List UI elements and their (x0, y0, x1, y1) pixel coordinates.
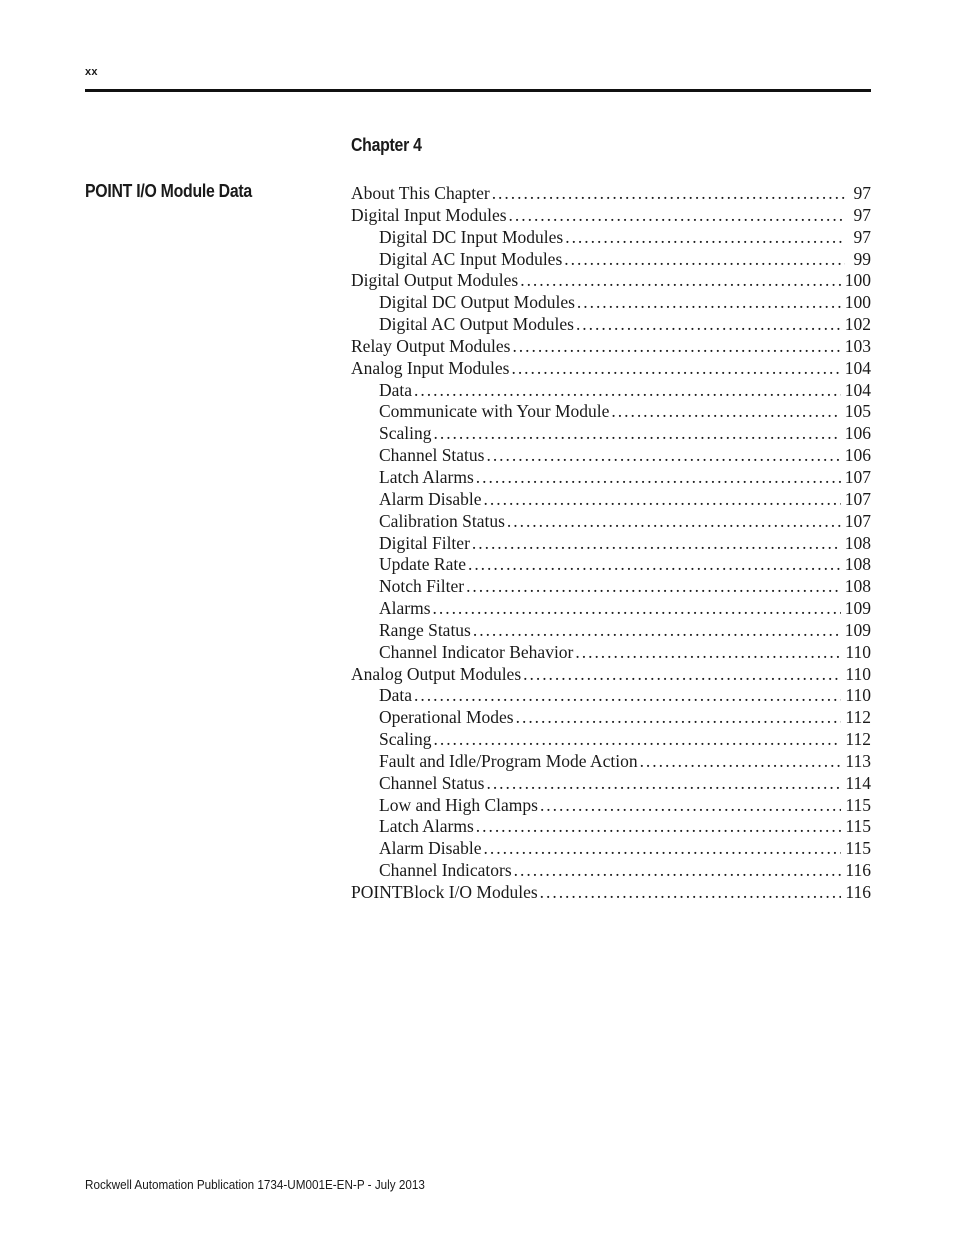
table-of-contents (351, 183, 871, 904)
toc-entry-page: 109 (844, 619, 871, 640)
toc-dot-leader (564, 249, 845, 271)
toc-entry-page: 97 (853, 183, 871, 203)
toc-entry-title: Digital AC Input Modules (379, 248, 563, 269)
toc-entry-title: Channel Status (379, 772, 485, 793)
toc-entry[interactable] (351, 707, 871, 729)
toc-entry-title: Latch Alarms (379, 816, 474, 837)
toc-entry-page: 110 (845, 685, 871, 706)
toc-entry-title: Data (379, 379, 413, 400)
toc-entry-title: Low and High Clamps (379, 794, 538, 815)
toc-entry-title: About This Chapter (351, 183, 490, 203)
toc-dot-leader (414, 380, 841, 402)
toc-dot-leader (514, 860, 842, 882)
toc-dot-leader (520, 270, 841, 292)
toc-entry[interactable] (351, 205, 871, 227)
toc-entry[interactable] (351, 664, 871, 686)
toc-entry-page: 107 (844, 488, 871, 509)
toc-dot-leader (512, 336, 840, 358)
toc-entry-title: Digital DC Input Modules (379, 226, 564, 247)
toc-entry[interactable] (351, 816, 871, 838)
toc-entry-title: Digital AC Output Modules (379, 314, 574, 335)
toc-dot-leader (484, 838, 842, 860)
toc-dot-leader (576, 314, 841, 336)
toc-entry-title: Data (379, 685, 413, 706)
toc-entry-page: 108 (844, 576, 871, 597)
toc-entry[interactable] (351, 445, 871, 467)
toc-entry-title: Calibration Status (379, 510, 505, 531)
toc-dot-leader (434, 423, 841, 445)
toc-entry-title: Channel Indicators (379, 860, 512, 881)
toc-entry-page: 115 (845, 816, 871, 837)
toc-entry-page: 110 (845, 641, 871, 662)
toc-dot-leader (640, 751, 842, 773)
toc-entry[interactable] (351, 576, 871, 598)
toc-entry-title: Latch Alarms (379, 466, 474, 487)
toc-entry-title: Range Status (379, 619, 471, 640)
toc-entry-title: Scaling (379, 423, 432, 444)
toc-entry-page: 108 (844, 532, 871, 553)
toc-entry[interactable] (351, 314, 871, 336)
toc-entry-title: Channel Status (379, 445, 485, 466)
toc-entry-page: 112 (845, 707, 871, 728)
toc-entry[interactable] (351, 270, 871, 292)
toc-entry-page: 104 (844, 357, 871, 378)
toc-entry-page: 110 (845, 663, 871, 684)
toc-entry[interactable] (351, 401, 871, 423)
toc-entry[interactable] (351, 838, 871, 860)
footer-publication: Rockwell Automation Publication 1734-UM001E-EN-P - July 2013 (85, 1177, 425, 1192)
toc-entry[interactable] (351, 882, 871, 904)
toc-entry[interactable] (351, 685, 871, 707)
section-title: POINT I/O Module Data (85, 181, 252, 201)
toc-entry-page: 116 (845, 860, 871, 881)
toc-entry-page: 109 (844, 598, 871, 619)
toc-entry-title: Fault and Idle/Program Mode Action (379, 750, 638, 771)
toc-entry-page: 108 (844, 554, 871, 575)
toc-dot-leader (476, 467, 841, 489)
toc-entry[interactable] (351, 358, 871, 380)
toc-entry[interactable] (351, 292, 871, 314)
toc-entry-page: 100 (844, 292, 871, 313)
toc-entry-page: 97 (853, 226, 871, 247)
toc-entry[interactable] (351, 533, 871, 555)
toc-entry-page: 99 (853, 248, 871, 269)
toc-dot-leader (577, 292, 841, 314)
toc-entry[interactable] (351, 554, 871, 576)
toc-dot-leader (492, 183, 845, 205)
toc-entry-title: Update Rate (379, 554, 466, 575)
toc-entry-page: 105 (844, 401, 871, 422)
toc-entry-page: 114 (845, 772, 871, 793)
toc-entry-page: 103 (844, 335, 871, 356)
toc-dot-leader (414, 685, 841, 707)
toc-entry-title: Scaling (379, 729, 432, 750)
toc-entry[interactable] (351, 598, 871, 620)
toc-entry-page: 113 (845, 750, 871, 771)
toc-entry-title: Digital Output Modules (351, 270, 519, 291)
toc-entry-title: POINTBlock I/O Modules (351, 882, 538, 902)
toc-entry-title: Digital DC Output Modules (379, 292, 575, 313)
toc-entry-title: Alarms (379, 598, 431, 619)
toc-dot-leader (486, 773, 841, 795)
toc-dot-leader (486, 445, 840, 467)
toc-entry-title: Notch Filter (379, 576, 465, 597)
toc-entry[interactable] (351, 860, 871, 882)
toc-entry[interactable] (351, 620, 871, 642)
toc-entry-title: Analog Input Modules (351, 357, 510, 378)
toc-entry[interactable] (351, 511, 871, 533)
toc-dot-leader (466, 576, 841, 598)
toc-entry[interactable] (351, 336, 871, 358)
toc-dot-leader (468, 554, 841, 576)
toc-entry[interactable] (351, 380, 871, 402)
page-number: xx (85, 66, 98, 78)
toc-dot-leader (484, 489, 841, 511)
toc-entry-title: Relay Output Modules (351, 335, 511, 356)
toc-entry-title: Digital Filter (379, 532, 470, 553)
toc-dot-leader (611, 401, 840, 423)
toc-entry-page: 115 (845, 794, 871, 815)
toc-entry-title: Communicate with Your Module (379, 401, 610, 422)
toc-entry-title: Analog Output Modules (351, 663, 522, 684)
toc-dot-leader (511, 358, 840, 380)
toc-entry[interactable] (351, 467, 871, 489)
toc-entry-page: 97 (853, 204, 871, 225)
toc-dot-leader (473, 620, 841, 642)
toc-entry-page: 116 (845, 882, 871, 902)
toc-entry[interactable] (351, 751, 871, 773)
header-rule (85, 89, 871, 92)
toc-entry[interactable] (351, 795, 871, 817)
toc-entry-page: 112 (845, 729, 871, 750)
toc-entry[interactable] (351, 249, 871, 271)
toc-entry[interactable] (351, 183, 871, 205)
toc-entry-page: 107 (844, 510, 871, 531)
toc-entry[interactable] (351, 729, 871, 751)
toc-dot-leader (434, 729, 842, 751)
toc-entry-title: Alarm Disable (379, 488, 482, 509)
toc-entry[interactable] (351, 773, 871, 795)
toc-entry-title: Channel Indicator Behavior (379, 641, 574, 662)
chapter-heading: Chapter 4 (351, 135, 422, 155)
toc-entry[interactable] (351, 642, 871, 664)
toc-entry[interactable] (351, 423, 871, 445)
toc-entry-page: 102 (844, 314, 871, 335)
toc-dot-leader (509, 205, 845, 227)
toc-dot-leader (575, 642, 841, 664)
toc-dot-leader (433, 598, 841, 620)
toc-entry-page: 115 (845, 838, 871, 859)
toc-dot-leader (540, 795, 841, 817)
toc-dot-leader (516, 707, 842, 729)
toc-entry-page: 106 (844, 445, 871, 466)
toc-entry-title: Alarm Disable (379, 838, 482, 859)
toc-dot-leader (476, 816, 842, 838)
toc-dot-leader (523, 664, 841, 686)
toc-entry-page: 100 (844, 270, 871, 291)
toc-dot-leader (472, 533, 841, 555)
toc-entry-page: 107 (844, 466, 871, 487)
toc-entry[interactable] (351, 227, 871, 249)
toc-entry[interactable] (351, 489, 871, 511)
toc-entry-title: Operational Modes (379, 707, 514, 728)
toc-dot-leader (507, 511, 841, 533)
toc-entry-page: 104 (844, 379, 871, 400)
toc-dot-leader (565, 227, 845, 249)
toc-entry-page: 106 (844, 423, 871, 444)
toc-dot-leader (540, 882, 842, 904)
toc-entry-title: Digital Input Modules (351, 204, 507, 225)
